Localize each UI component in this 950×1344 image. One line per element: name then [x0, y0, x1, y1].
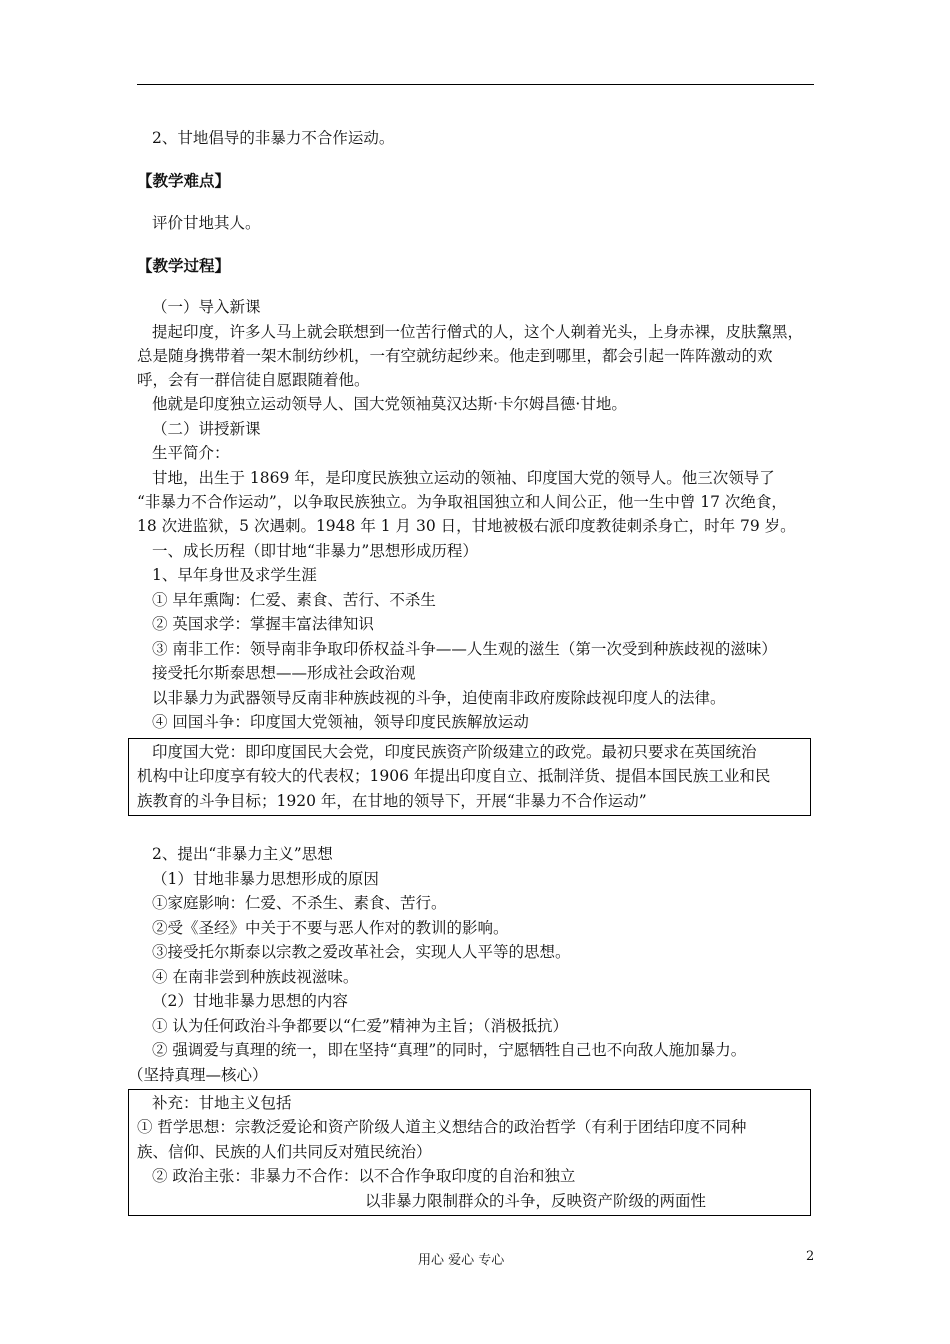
objective-item: 2、甘地倡导的非暴力不合作运动。 [152, 129, 395, 147]
list-item: ①家庭影响：仁爱、不杀生、素食、苦行。 [152, 894, 447, 912]
intro-paragraph-line: 总是随身携带着一架木制纺纱机，一有空就纺起纱来。他走到哪里，都会引起一阵阵激动的欢 [137, 347, 773, 365]
process-heading: 【教学过程】 [137, 256, 231, 275]
list-item-continuation: （坚持真理—核心） [128, 1066, 268, 1084]
list-item-continuation: 接受托尔斯泰思想——形成社会政治观 [152, 664, 416, 682]
subsection-heading: 2、提出“非暴力主义”思想 [152, 845, 333, 863]
list-item: ② 英国求学：掌握丰富法律知识 [152, 615, 374, 633]
intro-paragraph-line: 呼，会有一群信徒自愿跟随着他。 [137, 371, 370, 389]
list-item: ④ 回国斗争：印度国大党领袖，领导印度民族解放运动 [152, 713, 529, 731]
subsection-heading: 1、早年身世及求学生涯 [152, 566, 317, 584]
header-rule [137, 84, 814, 85]
section-1-heading: 一、成长历程（即甘地“非暴力”思想形成历程） [152, 542, 478, 560]
box-line: 以非暴力限制群众的斗争，反映资产阶级的两面性 [365, 1192, 707, 1210]
list-item: ②受《圣经》中关于不要与恶人作对的教训的影响。 [152, 919, 509, 937]
lecture-heading: （二）讲授新课 [152, 420, 261, 438]
box-line: 族教育的斗争目标；1920 年，在甘地的领导下，开展“非暴力不合作运动” [137, 792, 647, 810]
list-item: ① 认为任何政治斗争都要以“仁爱”精神为主旨；（消极抵抗） [152, 1017, 569, 1035]
box-line: 族、信仰、民族的人们共同反对殖民统治） [137, 1143, 432, 1161]
subsection-heading: （1）甘地非暴力思想形成的原因 [152, 870, 379, 888]
list-item: ④ 在南非尝到种族歧视滋味。 [152, 968, 359, 986]
bio-line: 18 次进监狱，5 次遇刺。1948 年 1 月 30 日，甘地被极右派印度教徒刺杀身亡，时年 79 岁。 [137, 517, 796, 535]
box-line: ① 哲学思想：宗教泛爱论和资产阶级人道主义想结合的政治哲学（有利于团结印度不同种 [137, 1118, 747, 1136]
list-item: ② 强调爱与真理的统一，即在坚持“真理”的同时，宁愿牺牲自己也不向敌人施加暴力。 [152, 1041, 747, 1059]
footer-text: 用心 爱心 专心 [418, 1253, 505, 1268]
intro-paragraph-line: 提起印度，许多人马上就会联想到一位苦行僧式的人，这个人剃着光头，上身赤裸，皮肤黧黑， [152, 323, 804, 341]
difficulty-text: 评价甘地其人。 [152, 214, 261, 232]
list-item-continuation: 以非暴力为武器领导反南非种族歧视的斗争，迫使南非政府废除歧视印度人的法律。 [152, 689, 726, 707]
list-item: ③接受托尔斯泰以宗教之爱改革社会，实现人人平等的思想。 [152, 943, 571, 961]
box-line: 机构中让印度享有较大的代表权；1906 年提出印度自立、抵制洋货、提倡本国民族工业和民 [137, 767, 771, 785]
page-number: 2 [806, 1249, 815, 1264]
intro-paragraph-2: 他就是印度独立运动领导人、国大党领袖莫汉达斯·卡尔姆昌德·甘地。 [152, 395, 627, 413]
bio-line: 甘地，出生于 1869 年，是印度民族独立运动的领袖、印度国大党的领导人。他三次领导了 [152, 469, 775, 487]
subsection-heading: （2）甘地非暴力思想的内容 [152, 992, 348, 1010]
list-item: ③ 南非工作：领导南非争取印侨权益斗争——人生观的滋生（第一次受到种族歧视的滋味） [152, 640, 777, 658]
intro-heading: （一）导入新课 [152, 298, 261, 316]
box-line: ② 政治主张：非暴力不合作：以不合作争取印度的自治和独立 [152, 1167, 576, 1185]
box-line: 补充：甘地主义包括 [152, 1094, 292, 1112]
list-item: ① 早年熏陶：仁爱、素食、苦行、不杀生 [152, 591, 436, 609]
bio-line: “非暴力不合作运动”，以争取民族独立。为争取祖国独立和人间公正，他一生中曾 17 次绝食， [137, 493, 787, 511]
difficulty-heading: 【教学难点】 [137, 171, 231, 190]
box-line: 印度国大党：即印度国民大会党，印度民族资产阶级建立的政党。最初只要求在英国统治 [152, 743, 757, 761]
bio-heading: 生平简介： [152, 444, 230, 462]
